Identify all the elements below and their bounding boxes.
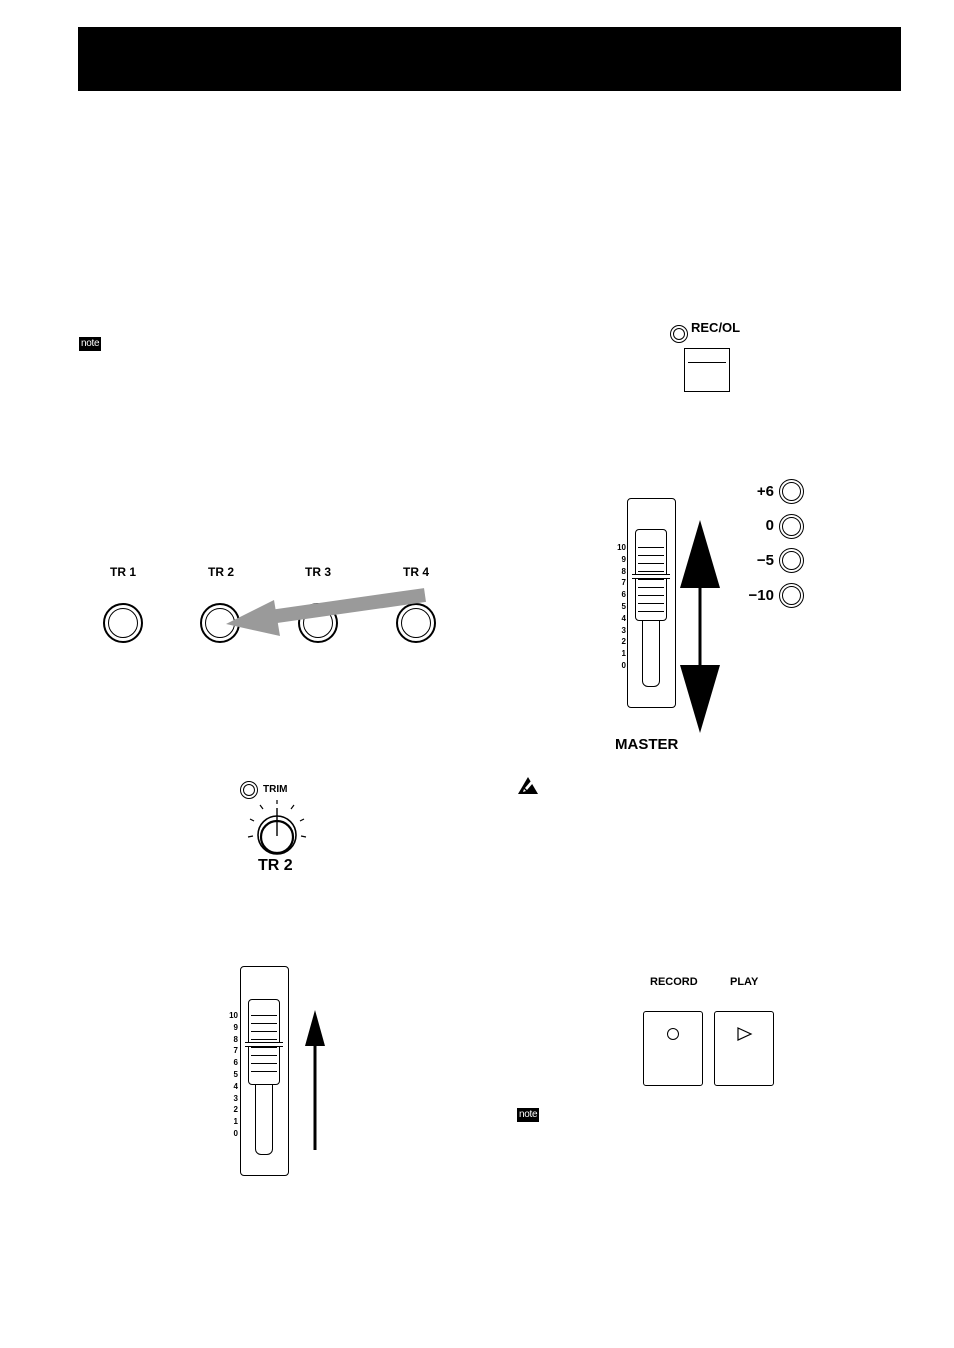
fader-scale-tick: 0	[233, 1128, 238, 1138]
fader-scale-tick: 8	[621, 566, 626, 576]
fader-scale-tick: 6	[621, 590, 626, 600]
jack-label-tr3: TR 3	[305, 565, 332, 579]
level-led-minus10	[779, 583, 804, 608]
fader-scale-tick: 5	[233, 1069, 238, 1079]
play-triangle-icon	[737, 1027, 753, 1041]
fader-scale-tick: 10	[617, 543, 626, 552]
note-label: note	[519, 1109, 538, 1120]
fader-scale-tick: 4	[621, 613, 626, 623]
fader-scale-tick: 6	[233, 1058, 238, 1068]
record-circle-icon	[667, 1028, 679, 1040]
fader-scale-tick: 9	[233, 1022, 238, 1032]
fader-scale-tick: 1	[621, 649, 626, 659]
level-led-minus5	[779, 548, 804, 573]
fader-scale-tick: 8	[233, 1034, 238, 1044]
play-button[interactable]	[714, 1011, 774, 1086]
trim-label: TRIM	[263, 784, 288, 795]
fader-scale-tick: 2	[233, 1105, 238, 1115]
fader-scale-tick: 2	[621, 637, 626, 647]
fader-scale-tick: 3	[233, 1093, 238, 1103]
level-label-minus5: −5	[756, 552, 774, 569]
level-led-0	[779, 514, 804, 539]
jack-label-tr4: TR 4	[403, 565, 430, 579]
note-icon	[517, 1108, 539, 1122]
record-key-label: RECORD	[650, 976, 698, 988]
fader-scale-tick: 4	[233, 1081, 238, 1091]
fader-scale-tick: 9	[621, 554, 626, 564]
level-label-minus10: −10	[748, 587, 774, 604]
level-label-plus6: +6	[756, 483, 774, 500]
caution-icon	[516, 776, 540, 796]
level-label-0: 0	[765, 517, 774, 534]
fader-scale-tick: 10	[229, 1011, 238, 1020]
fader-scale-tick: 5	[621, 601, 626, 611]
level-led-plus6	[779, 479, 804, 504]
jack-label-tr1: TR 1	[110, 565, 137, 579]
note-label: note	[81, 338, 100, 349]
rec-ol-label: REC/OL	[691, 320, 741, 335]
fader-scale-tick: 1	[233, 1117, 238, 1127]
fader-scale-tick: 0	[621, 660, 626, 670]
record-button[interactable]	[643, 1011, 703, 1086]
fader-scale-tick: 3	[621, 625, 626, 635]
jack-label-tr2: TR 2	[208, 565, 235, 579]
fader-scale-tick: 7	[233, 1046, 238, 1056]
fader-scale-tick: 7	[621, 578, 626, 588]
play-key-label: PLAY	[730, 976, 759, 988]
master-label: MASTER	[615, 736, 679, 753]
trim-track-label: TR 2	[258, 857, 293, 874]
